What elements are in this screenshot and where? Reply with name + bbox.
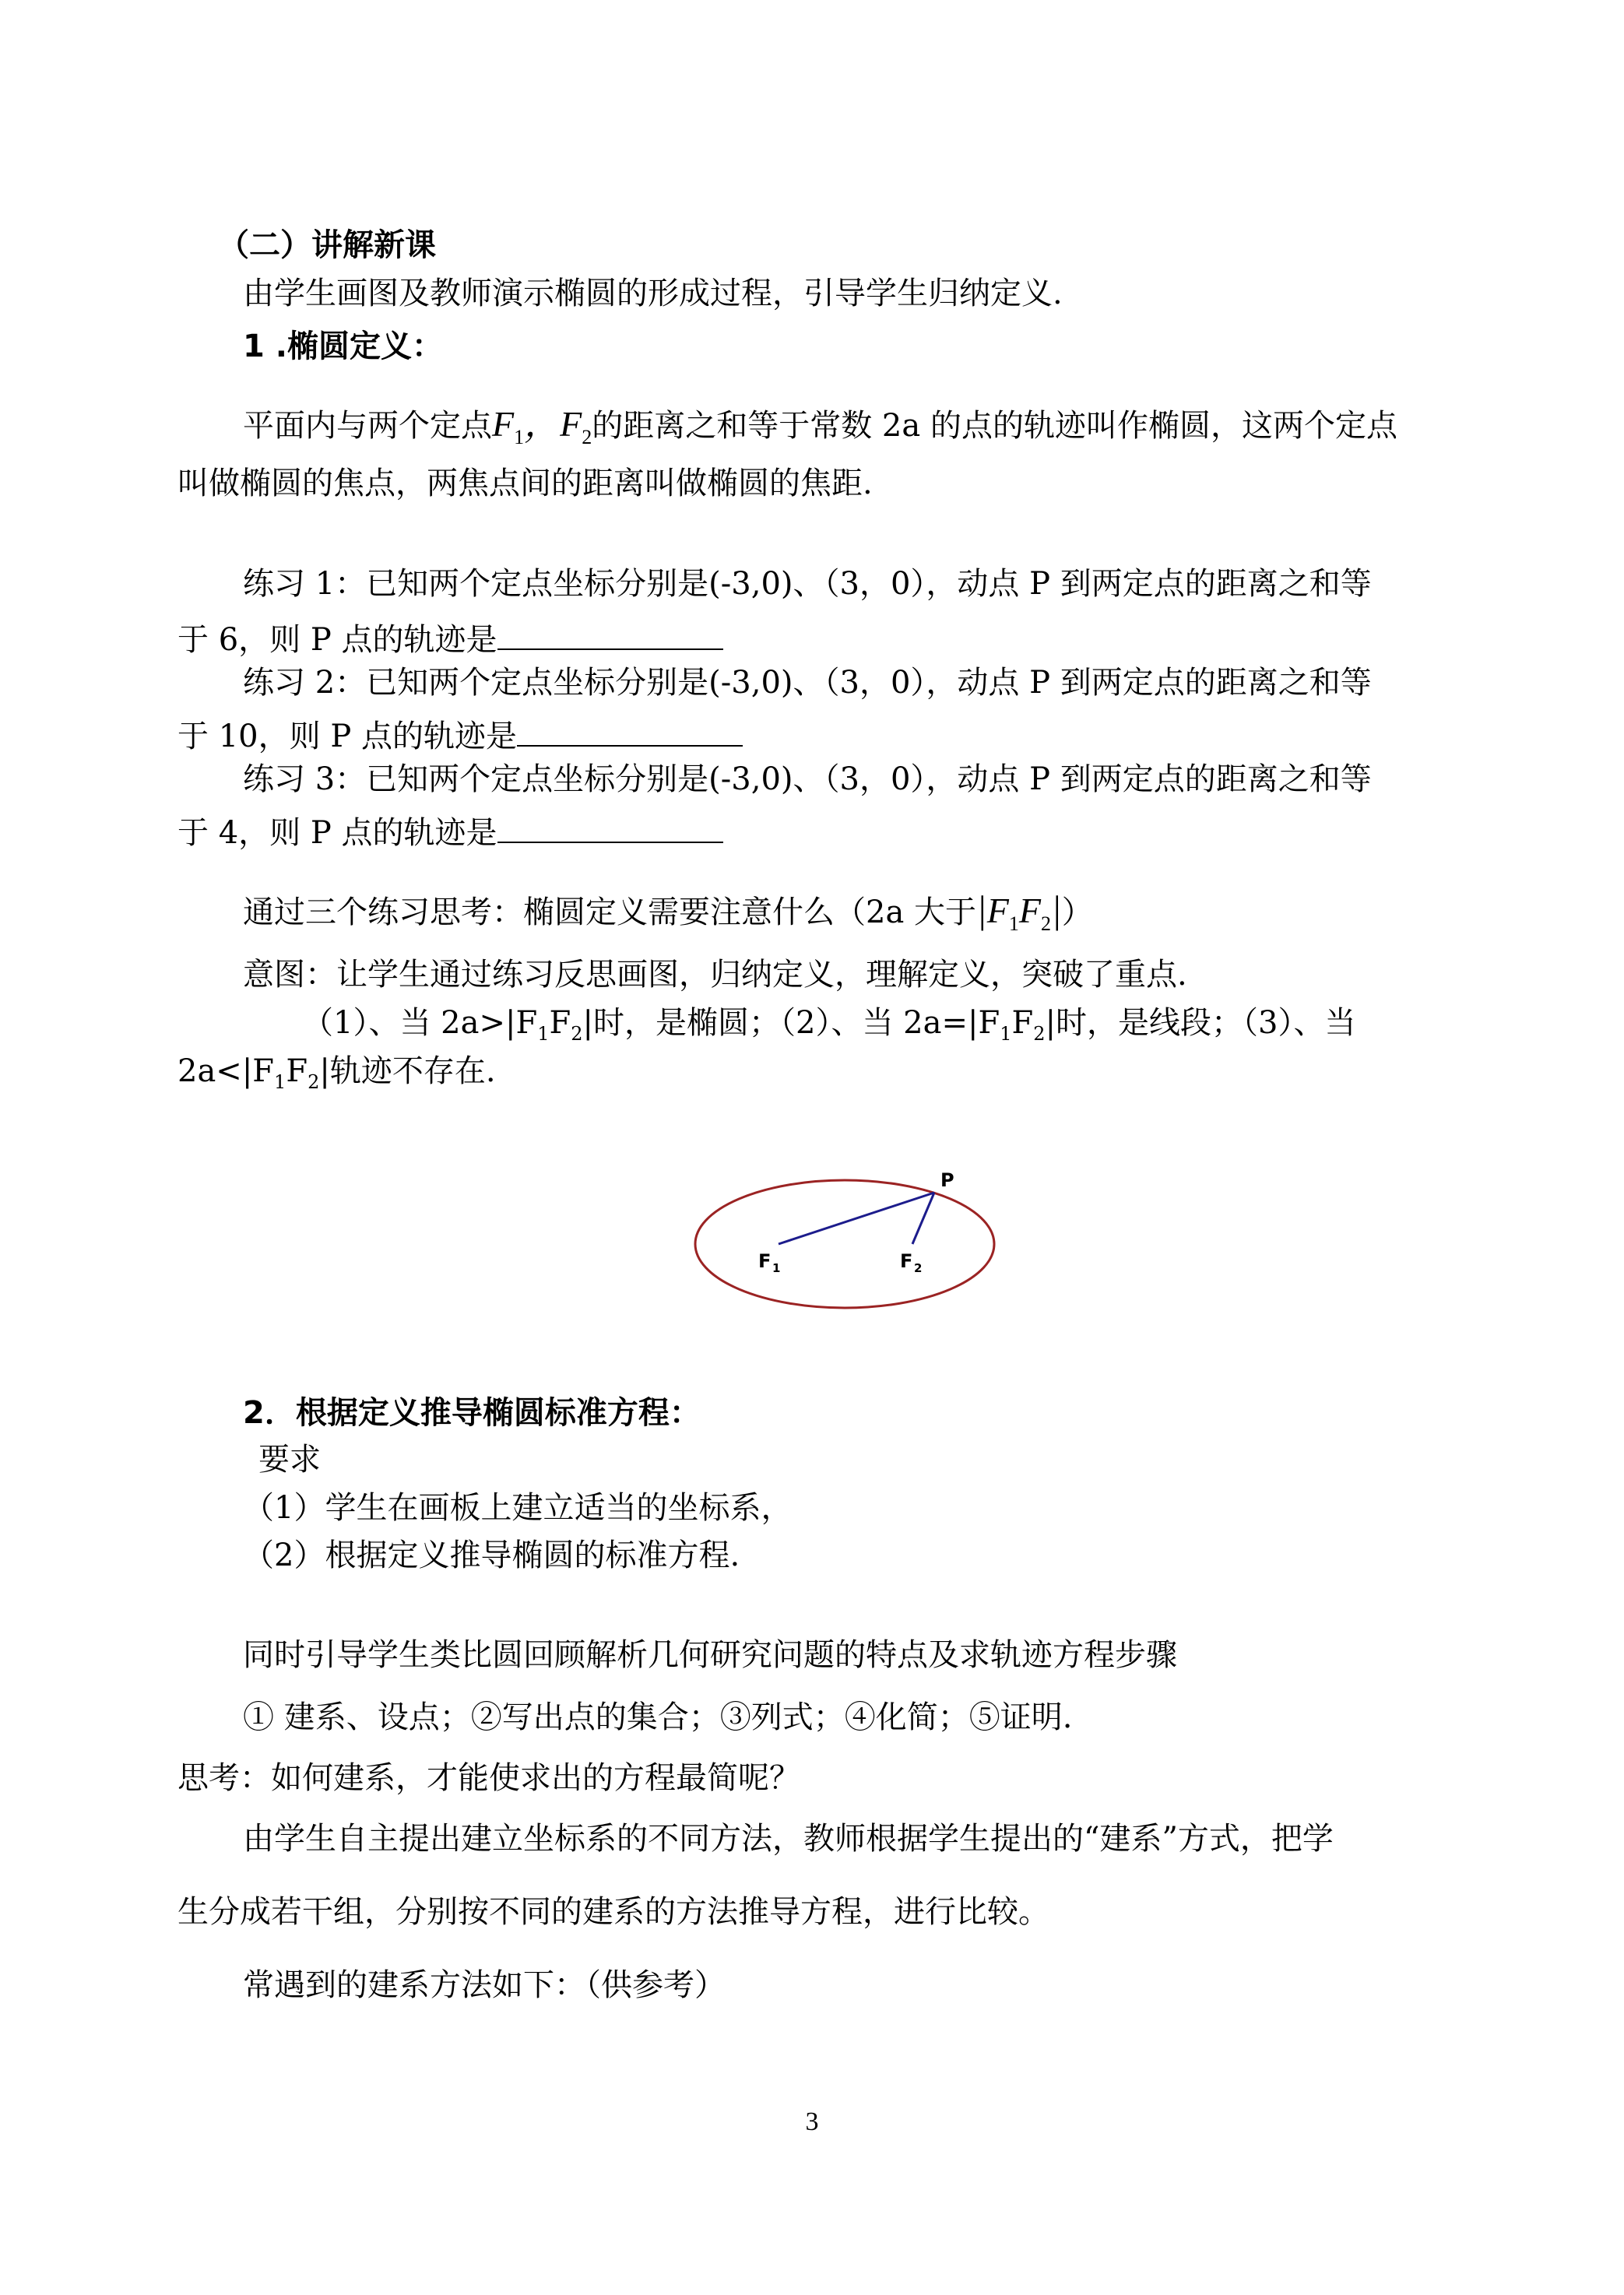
- think-2-line: 思考：如何建系，才能使求出的方程最简呢？: [178, 1760, 800, 1796]
- cases-text-a: （1）、当 2a>|F: [302, 1005, 538, 1041]
- foci-symbols: [492, 404, 592, 449]
- answer-blank-1: [497, 614, 723, 650]
- definition-heading: 1 .椭圆定义：: [243, 329, 443, 364]
- exercise-1-text: 于 6，则 P 点的轨迹是: [178, 622, 497, 658]
- exercise-3-line-1: 练习 3：已知两个定点坐标分别是(-3,0)、（3，0），动点 P 到两定点的距离之和等: [243, 761, 1372, 797]
- cases-text-c: |时，是椭圆；（2）、当 2a=|F: [582, 1005, 1000, 1041]
- page-number: 3: [805, 2107, 819, 2136]
- analogy-line: 同时引导学生类比圆回顾解析几何研究问题的特点及求轨迹方程步骤: [243, 1637, 1177, 1673]
- requirement-1: （1）学生在画板上建立适当的坐标系，: [243, 1490, 793, 1526]
- definition-text-b: 的距离之和等于常数 2a 的点的轨迹叫作椭圆，这两个定点: [592, 408, 1397, 444]
- exercise-2-line-1: 练习 2：已知两个定点坐标分别是(-3,0)、（3，0），动点 P 到两定点的距离之和等: [243, 665, 1372, 701]
- cases-sub-5: 1: [274, 1071, 286, 1093]
- exercise-1-line-1: 练习 1：已知两个定点坐标分别是(-3,0)、（3，0），动点 P 到两定点的距离之和等: [243, 566, 1372, 602]
- cases-text-f: 2a<|F: [178, 1053, 275, 1089]
- label-f1-sub: 1: [772, 1261, 781, 1275]
- cases-sub-3: 1: [1000, 1023, 1012, 1045]
- ellipse-figure: [685, 1160, 997, 1316]
- definition-text-a: 平面内与两个定点: [243, 408, 492, 444]
- cases-text-e: |时，是线段；（3）、当: [1045, 1005, 1356, 1041]
- focus-f1-sub: 1: [514, 426, 525, 449]
- abs-f2-sub: 2: [1040, 912, 1051, 936]
- cases-sub-1: 1: [537, 1023, 550, 1045]
- foci-comma: ，: [524, 404, 561, 444]
- exercise-2-line-2: [178, 711, 743, 757]
- answer-blank-2: [517, 711, 743, 747]
- cases-line-1: [302, 1003, 1356, 1054]
- methods-line: 常遇到的建系方法如下：（供参考）: [243, 1967, 726, 2003]
- answer-blank-3: [497, 807, 723, 843]
- focus-f1-letter: F: [492, 404, 515, 444]
- label-f2-sub: 2: [914, 1261, 923, 1275]
- exercise-2-text: 于 10，则 P 点的轨迹是: [178, 719, 517, 754]
- derive-heading: 2．根据定义推导椭圆标准方程：: [243, 1395, 701, 1431]
- cases-sub-6: 2: [308, 1071, 320, 1093]
- cases-text-g: F: [286, 1053, 308, 1089]
- think-suffix: ）: [1061, 894, 1093, 930]
- steps-line: ① 建系、设点；②写出点的集合；③列式；④化简；⑤证明.: [243, 1699, 1073, 1735]
- definition-line-2: 叫做椭圆的焦点，两焦点间的距离叫做椭圆的焦距.: [178, 466, 873, 501]
- label-p: P: [940, 1169, 954, 1191]
- focus-f2-sub: 2: [582, 426, 592, 449]
- abs-f1-letter: F: [986, 891, 1009, 930]
- label-f2: F: [900, 1250, 913, 1272]
- requirements-title: 要求: [258, 1442, 321, 1478]
- focus-f2-letter: F: [560, 404, 582, 444]
- abs-f1f2: $|F_1F_2|$: [976, 887, 1062, 936]
- segment-f1-p: [779, 1193, 934, 1244]
- intro-text: 由学生画图及教师演示椭圆的形成过程，引导学生归纳定义.: [243, 276, 1063, 311]
- think-line: [243, 889, 1093, 944]
- requirement-2: （2）根据定义推导椭圆的标准方程.: [243, 1538, 740, 1573]
- cases-text-b: F: [549, 1005, 571, 1041]
- exercise-1-line-2: [178, 614, 723, 660]
- cases-sub-2: 2: [571, 1023, 583, 1045]
- paragraph-line-2: 生分成若干组，分别按不同的建系的方法推导方程，进行比较。: [178, 1894, 1049, 1930]
- paragraph-line-1: 由学生自主提出建立坐标系的不同方法，教师根据学生提出的“建系”方式，把学: [243, 1821, 1334, 1857]
- abs-f1-sub: 1: [1008, 912, 1019, 936]
- segment-f2-p: [912, 1193, 934, 1244]
- exercise-3-line-2: [178, 807, 723, 853]
- cases-text-h: |轨迹不存在.: [319, 1053, 496, 1089]
- cases-line-2: [178, 1051, 496, 1102]
- cases-sub-4: 2: [1033, 1023, 1046, 1045]
- label-f1: F: [758, 1250, 772, 1272]
- think-text: 通过三个练习思考：椭圆定义需要注意什么（2a 大于: [243, 894, 977, 930]
- abs-f2-letter: F: [1018, 891, 1041, 930]
- definition-line-1: [243, 404, 1397, 458]
- ellipse-curve: [695, 1180, 994, 1308]
- intent-line: 意图：让学生通过练习反思画图，归纳定义，理解定义，突破了重点.: [243, 957, 1187, 993]
- section-heading: （二）讲解新课: [218, 227, 436, 263]
- cases-text-d: F: [1011, 1005, 1034, 1041]
- exercise-3-text: 于 4，则 P 点的轨迹是: [178, 815, 497, 851]
